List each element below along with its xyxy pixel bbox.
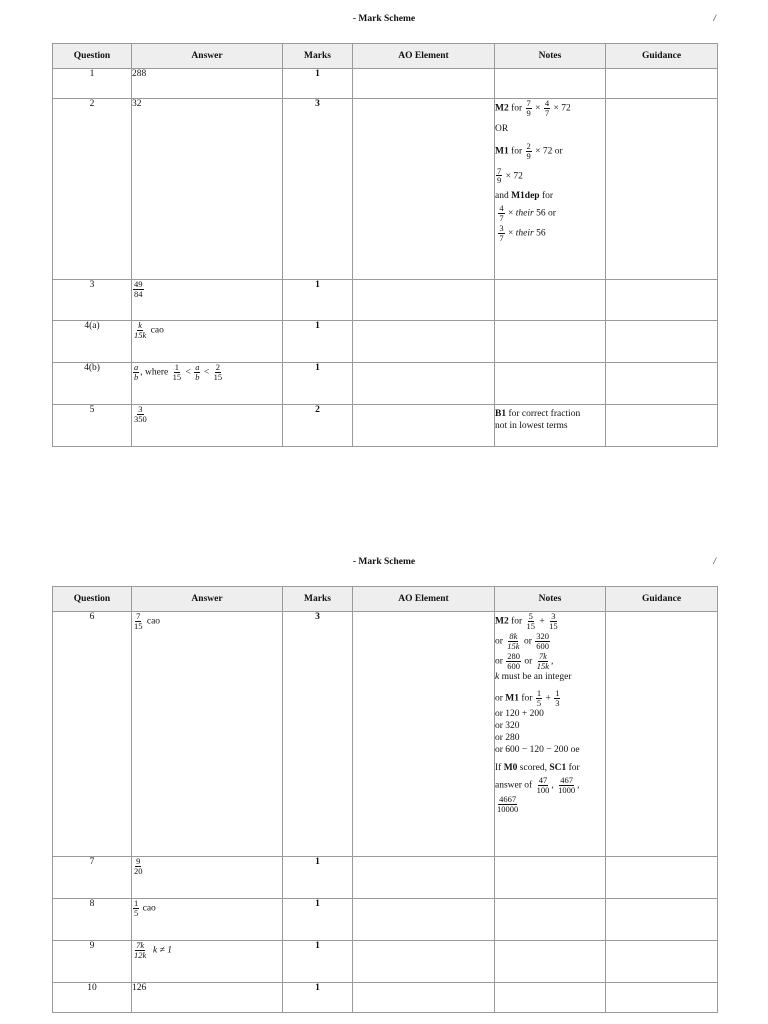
answer-cell: $\frac{9}{20}$ [132,857,283,899]
notes-cell: M2 for $\frac{5}{15}$ + $\frac{3}{15}$ or $\frac{8k}{15k}$ or $\frac{320}{600}$ or $\frac{280}{600}$ or $\frac{7k}{15k}$ , k must be an integer or M1 for $\frac{1}{5}$ + $\frac{1}{3}$ or 120 + 200 or 320 or 280 or 600 − 120 − 200 oe If M0 scored, SC1 for answer of $\frac{47}{100}$ , $\frac{467}{1000}$ , $\frac{4667}{10000}$ [495,612,606,857]
table-row [53,99,718,280]
marks-cell: 3 [283,612,353,857]
guidance-cell [606,69,718,99]
ao-element-cell [353,941,495,983]
answer-cell: $\frac{3}{350}$ [132,405,283,447]
ao-element-cell [353,69,495,99]
answer-cell: 288 [132,69,283,99]
ao-element-cell [353,321,495,363]
question-number: 9 [53,941,132,983]
table-row [53,363,718,405]
column-header: Marks [283,44,353,69]
ao-element-cell [353,612,495,857]
question-number: 7 [53,857,132,899]
table-row [53,899,718,941]
guidance-cell [606,363,718,405]
question-number: 4(a) [53,321,132,363]
mark-scheme-table [52,43,718,447]
table-row [53,69,718,99]
answer-cell: 32 [132,99,283,280]
marks-cell: 1 [283,321,353,363]
notes-cell [495,69,606,99]
ao-element-cell [353,405,495,447]
column-header: Guidance [606,587,718,612]
guidance-cell [606,321,718,363]
table-row [53,983,718,1013]
notes-cell [495,857,606,899]
notes-cell [495,363,606,405]
marks-cell: 1 [283,941,353,983]
ao-element-cell [353,899,495,941]
table-row [53,941,718,983]
notes-cell [495,280,606,321]
guidance-cell [606,899,718,941]
table-header-row [53,44,718,69]
table-row [53,612,718,857]
column-header: Question [53,44,132,69]
column-header: AO Element [353,587,495,612]
guidance-cell [606,983,718,1013]
guidance-cell [606,612,718,857]
column-header: Notes [495,44,606,69]
notes-cell [495,321,606,363]
guidance-cell [606,405,718,447]
column-header: Notes [495,587,606,612]
question-number: 4(b) [53,363,132,405]
question-number: 10 [53,983,132,1013]
answer-cell: $\frac{7k}{12k}$ k ≠ 1 [132,941,283,983]
answer-cell: 126 [132,983,283,1013]
column-header: Marks [283,587,353,612]
notes-cell: M2 for $\frac{7}{9}$ × $\frac{4}{7}$ × 72 OR M1 for $\frac{2}{9}$ × 72 or $\frac{7}{9}$ × 72 and M1dep for $\frac{4}{7}$ × their 56 or $\frac{3}{7}$ × their 56 [495,99,606,280]
ao-element-cell [353,363,495,405]
page-number: / [713,14,716,24]
answer-cell: $\frac{1}{5}$ cao [132,899,283,941]
question-number: 3 [53,280,132,321]
column-header: Answer [132,587,283,612]
answer-cell: $\frac{7}{15}$ cao [132,612,283,857]
question-number: 6 [53,612,132,857]
column-header: AO Element [353,44,495,69]
question-number: 1 [53,69,132,99]
question-number: 2 [53,99,132,280]
ao-element-cell [353,983,495,1013]
table-row [53,857,718,899]
column-header: Answer [132,44,283,69]
question-number: 5 [53,405,132,447]
notes-cell [495,899,606,941]
answer-cell: $\frac{49}{84}$ [132,280,283,321]
table-row [53,405,718,447]
notes-cell [495,941,606,983]
guidance-cell [606,857,718,899]
page-1 [0,0,768,431]
marks-cell: 1 [283,983,353,1013]
marks-cell: 1 [283,899,353,941]
answer-cell: $\frac{a}{b}$ , where $\frac{1}{15}$ < $\frac{a}{b}$ < $\frac{2}{15}$ [132,363,283,405]
answer-cell: $\frac{k}{15k}$ cao [132,321,283,363]
marks-cell: 2 [283,405,353,447]
ao-element-cell [353,857,495,899]
notes-cell [495,983,606,1013]
guidance-cell [606,280,718,321]
marks-cell: 1 [283,363,353,405]
ao-element-cell [353,280,495,321]
mark-scheme-table [52,586,718,1013]
table-header-row [53,587,718,612]
question-number: 8 [53,899,132,941]
ao-element-cell [353,99,495,280]
guidance-cell [606,941,718,983]
notes-cell: B1 for correct fraction not in lowest terms [495,405,606,447]
page-number: / [713,557,716,567]
column-header: Question [53,587,132,612]
table-row [53,280,718,321]
page-header [0,0,768,24]
table-row [53,321,718,363]
guidance-cell [606,99,718,280]
page-title: - Mark Scheme [352,557,416,567]
page-2 [0,543,768,993]
marks-cell: 3 [283,99,353,280]
marks-cell: 1 [283,69,353,99]
marks-cell: 1 [283,857,353,899]
page-title: - Mark Scheme [352,14,416,24]
page-header [0,543,768,567]
marks-cell: 1 [283,280,353,321]
column-header: Guidance [606,44,718,69]
